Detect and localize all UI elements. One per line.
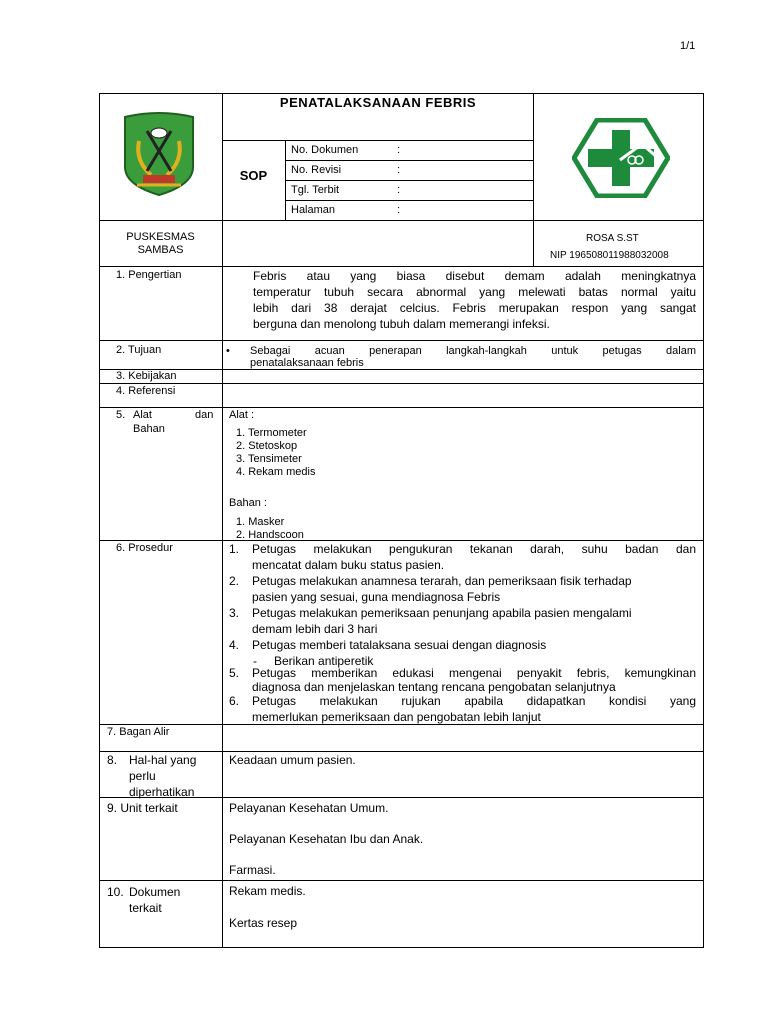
bahan-heading: Bahan :: [229, 497, 267, 509]
section-label-kebijakan: 3. Kebijakan: [116, 370, 177, 382]
section-label-word: Alat: [133, 409, 152, 421]
alat-item: 4. Rekam medis: [236, 466, 316, 478]
signer-name: ROSA S.ST: [586, 233, 639, 244]
dokumen-item: Rekam medis.: [229, 884, 306, 898]
step-number: 5.: [229, 666, 240, 680]
doc-field-sep: :: [397, 144, 401, 156]
puskesmas-logo: [572, 118, 670, 198]
section-label-line: Hal-hal yang: [129, 753, 197, 767]
step-text: Petugas memberi tatalaksana sesuai dengan diagnosis: [252, 638, 547, 652]
step-text: mencatat dalam buku status pasien.: [252, 558, 445, 572]
doc-field-label: Tgl. Terbit: [291, 184, 340, 196]
step-text: Petugas melakukan anamnesa terarah, dan pemeriksaan fisik terhadap: [252, 574, 632, 588]
step-number: 1.: [229, 542, 240, 556]
document-title: PENATALAKSANAAN FEBRIS: [279, 95, 477, 110]
signer-nip: NIP 196508011988032008: [550, 250, 669, 261]
doc-field-label: No. Dokumen: [291, 144, 359, 156]
step-number: 4.: [229, 638, 240, 652]
step-number: 3.: [229, 606, 240, 620]
pengertian-line: temperatur tubuh secara abnormal yang melewati batas normal yaitu: [253, 285, 696, 299]
step-text: Petugas memberikan edukasi mengenai penyakit febris, kemungkinan: [252, 666, 696, 680]
sop-label: SOP: [239, 168, 268, 183]
section-label-prosedur: 6. Prosedur: [116, 542, 173, 554]
section-label-line: terkait: [129, 901, 162, 915]
section-label-line: diperhatikan: [129, 785, 195, 799]
alat-item: 2. Stetoskop: [236, 440, 298, 452]
unit-item: Pelayanan Kesehatan Umum.: [229, 801, 389, 815]
doc-field-label: Halaman: [291, 204, 336, 216]
section-label-num: 5.: [116, 409, 126, 421]
org-name-line1: PUSKESMAS: [126, 231, 195, 243]
section-label-word: Bahan: [133, 423, 165, 435]
section-label-bagan-alir: 7. Bagan Alir: [107, 726, 170, 738]
alat-heading: Alat :: [229, 409, 255, 421]
step-text: Berikan antiperetik: [274, 654, 374, 668]
page-number: 1/1: [680, 40, 696, 52]
hal-hal-content: Keadaan umum pasien.: [229, 753, 356, 767]
regional-emblem-logo: [121, 111, 197, 197]
pengertian-line: Febris atau yang biasa disebut demam adalah meningkatnya: [253, 269, 696, 283]
step-text: diagnosa dan menjelaskan tentang rencana pengobatan selanjutnya: [252, 680, 616, 694]
pengertian-line: lebih dari 38 derajat celcius. Febris merupakan respon yang sangat: [253, 301, 696, 315]
dokumen-item: Kertas resep: [229, 916, 298, 930]
section-label-referensi: 4. Referensi: [116, 385, 176, 397]
org-name-line2: SAMBAS: [137, 244, 184, 256]
step-text: memerlukan pemeriksaan dan pengobatan lebih lanjut: [252, 710, 541, 724]
pengertian-line: berguna dan menolong tubuh dalam memerangi infeksi.: [253, 317, 550, 331]
section-label-num: 10.: [107, 885, 124, 899]
section-label-line: perlu: [129, 769, 156, 783]
doc-field-sep: :: [397, 164, 401, 176]
doc-field-label: No. Revisi: [291, 164, 342, 176]
tujuan-text: Sebagai acuan penerapan langkah-langkah untuk petugas dalam: [250, 345, 696, 357]
doc-field-sep: :: [397, 184, 401, 196]
section-label-num: 8.: [107, 753, 118, 767]
tujuan-text: penatalaksanaan febris: [250, 357, 364, 369]
section-label-word: dan: [195, 409, 214, 421]
unit-item: Farmasi.: [229, 863, 276, 877]
step-text: pasien yang sesuai, guna mendiagnosa Febris: [252, 590, 501, 604]
bullet-icon: •: [226, 345, 230, 357]
section-label-pengertian: 1. Pengertian: [116, 269, 182, 281]
bahan-item: 2. Handscoon: [236, 529, 304, 541]
doc-field-sep: :: [397, 204, 401, 216]
step-dash: -: [253, 654, 257, 668]
bahan-item: 1. Masker: [236, 516, 285, 528]
unit-item: Pelayanan Kesehatan Ibu dan Anak.: [229, 832, 424, 846]
step-text: demam lebih dari 3 hari: [252, 622, 378, 636]
section-label-unit-terkait: 9. Unit terkait: [107, 801, 178, 815]
step-text: Petugas melakukan pemeriksaan penunjang apabila pasien mengalami: [252, 606, 632, 620]
step-text: Petugas melakukan rujukan apabila didapatkan kondisi yang: [252, 694, 696, 708]
section-label-tujuan: 2. Tujuan: [116, 344, 162, 356]
step-number: 2.: [229, 574, 240, 588]
section-label-line: Dokumen: [129, 885, 181, 899]
alat-item: 1. Termometer: [236, 427, 307, 439]
alat-item: 3. Tensimeter: [236, 453, 302, 465]
step-number: 6.: [229, 694, 240, 708]
step-text: Petugas melakukan pengukuran tekanan darah, suhu badan dan: [252, 542, 696, 556]
